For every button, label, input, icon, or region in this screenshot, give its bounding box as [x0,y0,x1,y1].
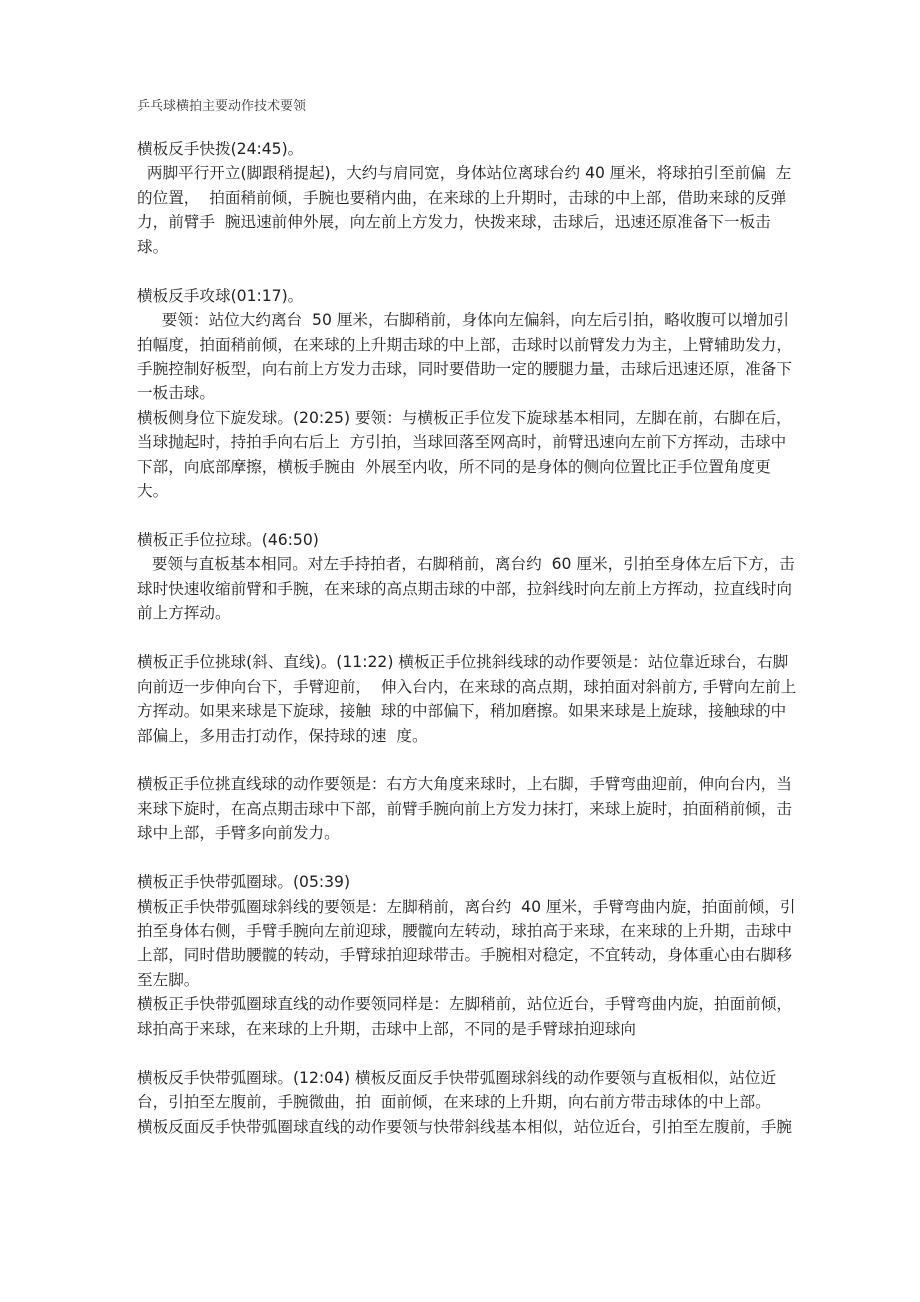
blank-line [137,748,796,772]
text-line: 横板正手位挑直线球的动作要领是：右方大角度来球时，上右脚，手臂弯曲迎前，伸向台内，当 [137,775,792,794]
text-line: 横板正手位挑球(斜、直线)。(11:22) 横板正手位挑斜线球的动作要领是：站位靠近球台，右脚 [137,653,789,672]
text-line: 横板正手快带弧圈球。(05:39) [137,873,351,892]
document-title: 乒乓球横拍主要动作技术要领 [137,99,307,114]
text-line: 一板击球。 [137,384,215,403]
document-body [137,137,796,1139]
text-line: 当球抛起时，持拍手向右后上 方引拍，当球回落至网高时，前臂迅速向左前下方挥动，击球中 [137,433,787,452]
text-line: 下部，向底部摩擦，横板手腕由 外展至内收，所不同的是身体的侧向位置比正手位置角度更 [137,457,771,476]
text-line: 横板正手快带弧圈球直线的动作要领同样是：左脚稍前，站位近台，手臂弯曲内旋，拍面前倾， [137,995,792,1014]
text-line: 力，前臂手 腕迅速前伸外展，向左前上方发力，快拨来球，击球后，迅速还原准备下一板击 [137,213,771,232]
text-line: 要领与直板基本相同。对左手持拍者，右脚稍前，离台约 60 厘米，引拍至身体左后下方，击 [137,555,795,574]
text-line: 大。 [137,482,169,501]
text-line: 横板反面反手快带弧圈球直线的动作要领与快带斜线基本相似，站位近台，引拍至左腹前，手腕 [137,1117,792,1136]
text-line: 两脚平行开立(脚跟稍提起)，大约与肩同宽，身体站位离球台约 40 厘米，将球拍引至前偏 左 [137,164,792,183]
text-line: 横板正手快带弧圈球斜线的要领是：左脚稍前，离台约 40 厘米，手臂弯曲内旋，拍面前倾，引 [137,897,796,916]
text-line: 部偏上，多用击打动作，保持球的速 度。 [137,726,428,745]
text-line: 台，引拍至左腹前，手腕微曲，拍 面前倾，在来球的上升期，向右前方带击球体的中上部。 [137,1093,771,1112]
blank-line [137,846,796,870]
text-line: 上部，同时借助腰髋的转动，手臂球拍迎球带击。手腕相对稳定，不宜转动，身体重心由右脚移 [137,946,792,965]
text-line: 拍幅度，拍面稍前倾，在来球的上升期击球的中上部，击球时以前臂发力为主，上臂辅助发力， [137,335,792,354]
blank-line [137,1041,796,1065]
text-line: 横板反手攻球(01:17)。 [137,286,304,305]
text-line: 前上方挥动。 [137,604,231,623]
text-line: 要领：站位大约离台 50 厘米，右脚稍前，身体向左偏斜，向左后引拍，略收腹可以增加引 [137,311,790,330]
text-line: 横板反手快拨(24:45)。 [137,140,304,158]
text-line: 来球下旋时，在高点期击球中下部，前臂手腕向前上方发力抹打，来球上旋时，拍面稍前倾，击 [137,799,792,818]
text-line: 拍至身体右侧，手臂手腕向左前迎球，腰髋向左转动，球拍高于来球，在来球的上升期，击球中 [137,922,792,940]
text-line: 横板反手快带弧圈球。(12:04) 横板反面反手快带弧圈球斜线的动作要领与直板相似，站位近 [137,1068,777,1087]
text-line: 横板侧身位下旋发球。(20:25) 要领：与横板正手位发下旋球基本相同，左脚在前，右脚在后， [137,408,792,427]
text-line: 至左脚。 [137,970,200,989]
text-line: 球中上部，手臂多向前发力。 [137,824,340,843]
text-line: 球时快速收缩前臂和手腕，在来球的高点期击球的中部，拉斜线时向左前上方挥动，拉直线时向 [137,579,792,598]
text-line: 球拍高于来球，在来球的上升期，击球中上部，不同的是手臂球拍迎球向 [137,1019,637,1038]
text-line: 方挥动。如果来球是下旋球，接触 球的中部偏下，稍加磨擦。如果来球是上旋球，接触球的中 [137,702,787,721]
text-line: 手腕控制好板型，向右前上方发力击球，同时要借助一定的腰腿力量，击球后迅速还原，准备下 [137,359,792,378]
text-line: 横板正手位拉球。(46:50) [137,531,319,549]
text-line: 的位置， 拍面稍前倾，手腕也要稍内曲，在来球的上升期时，击球的中上部，借助来球的反弹 [137,188,787,207]
blank-line [137,626,796,650]
text-line: 球。 [137,237,169,256]
blank-line [137,259,796,283]
text-line: 向前迈一步伸向台下，手臂迎前， 伸入台内，在来球的高点期，球拍面对斜前方, 手臂向左前上 [137,677,797,696]
blank-line [137,504,796,528]
